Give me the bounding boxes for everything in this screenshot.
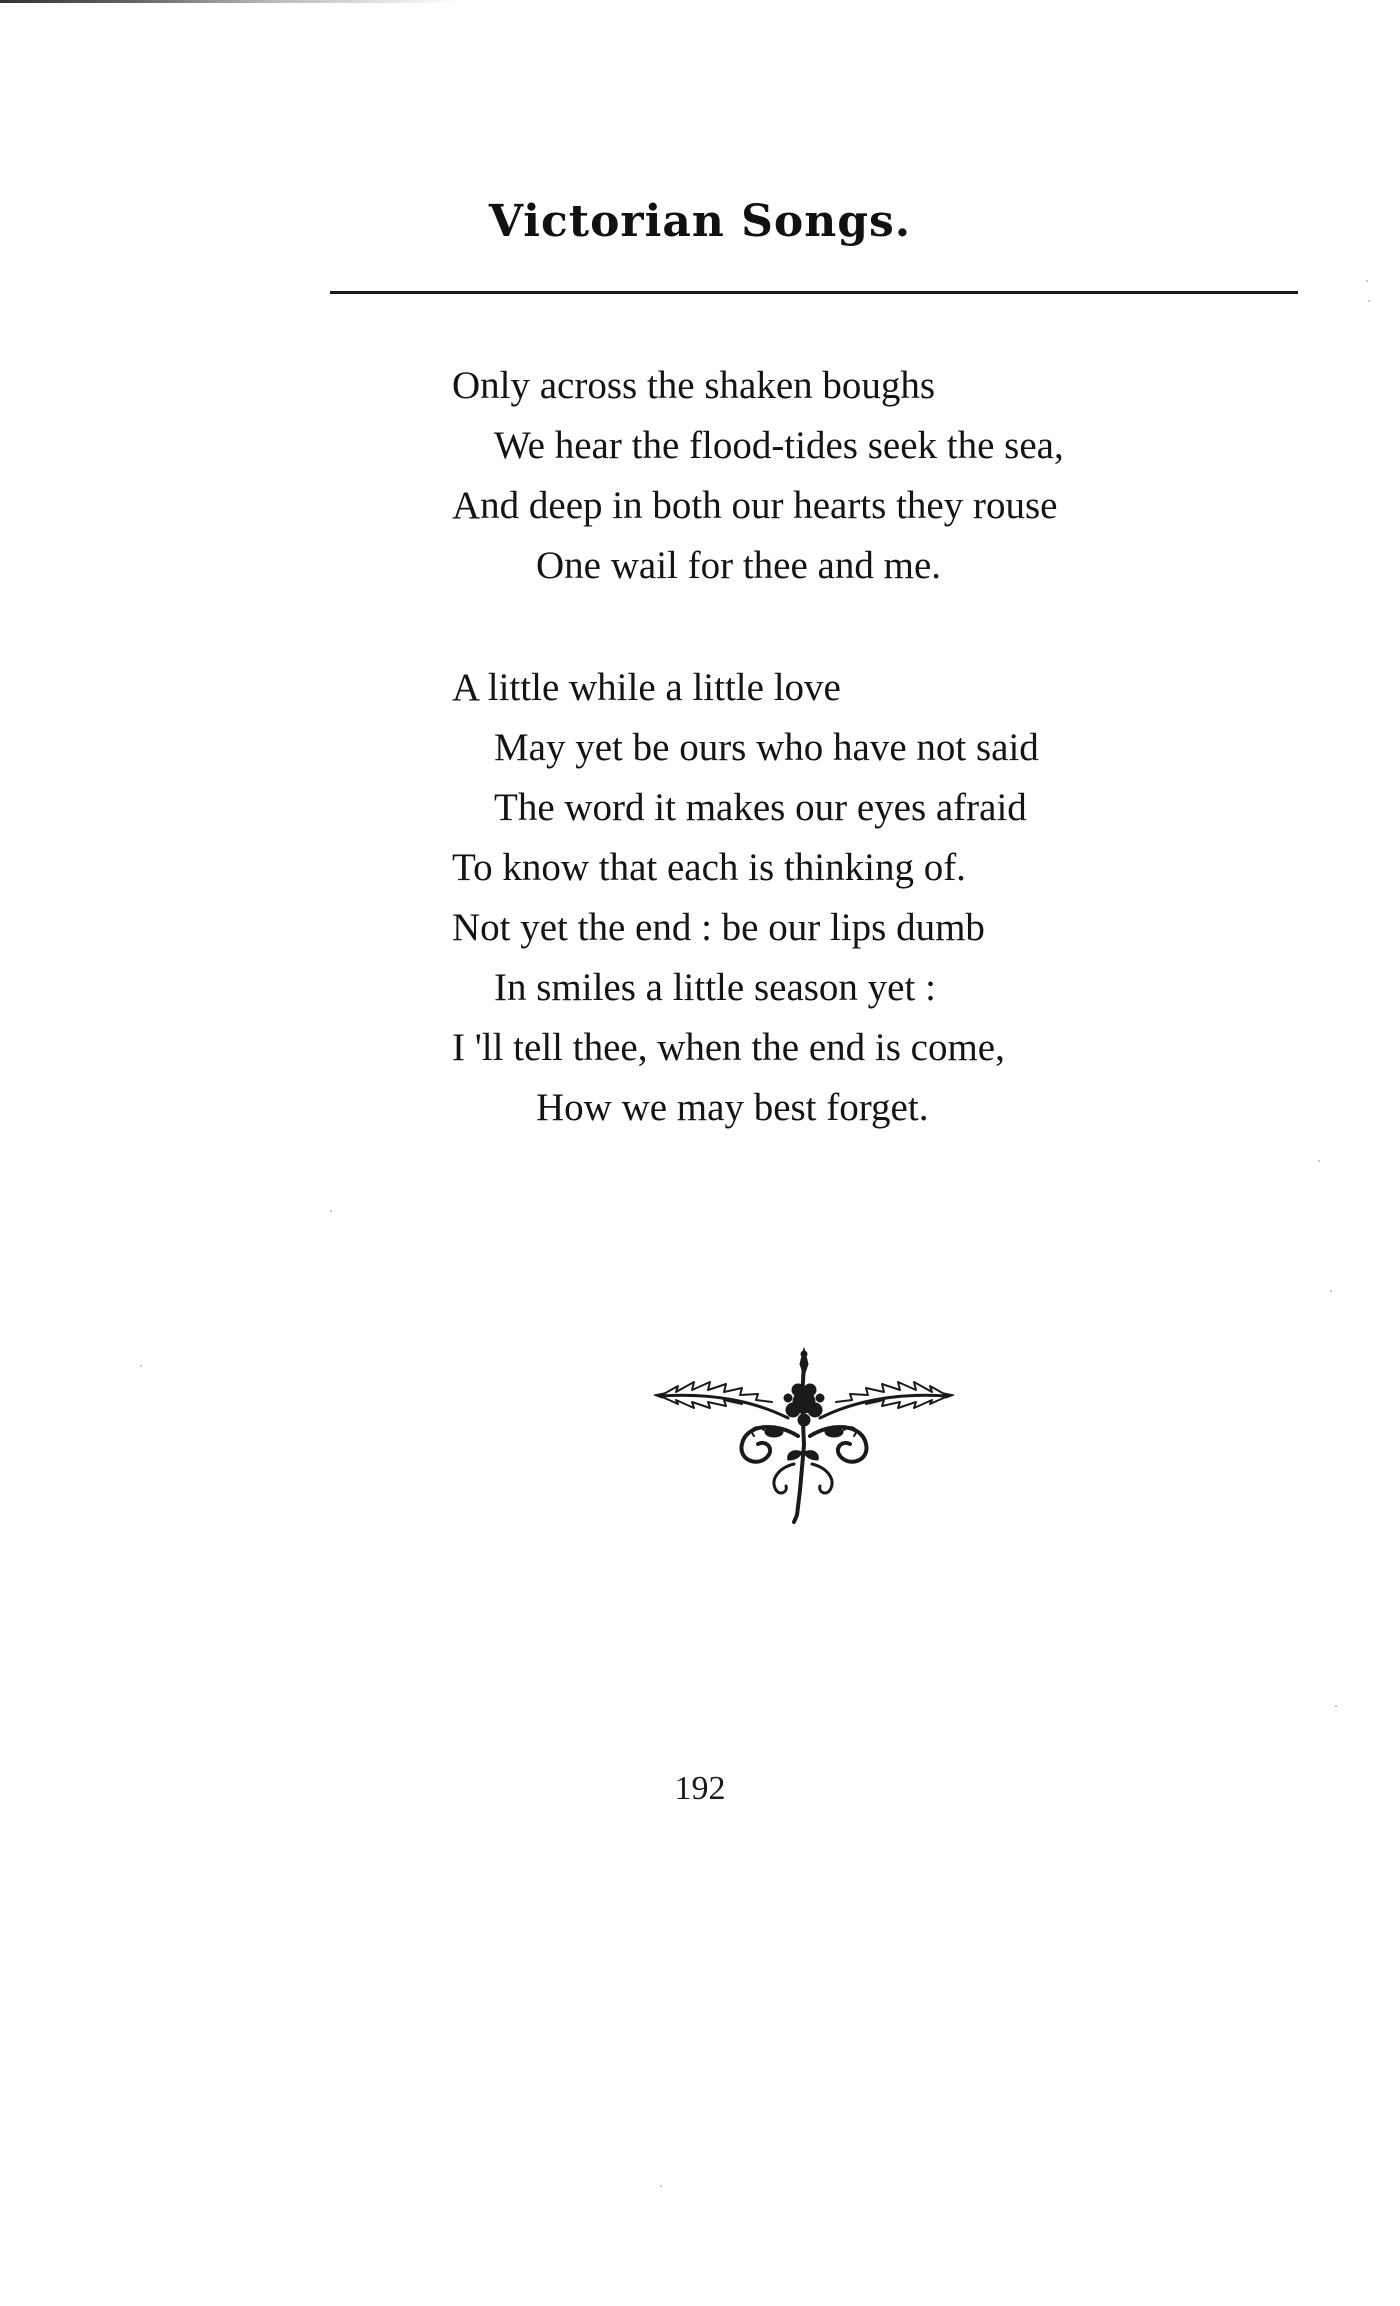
stanza-2 [452, 658, 1252, 1138]
poem-line: To know that each is thinking of. [452, 846, 966, 889]
scan-speck [1318, 1160, 1320, 1162]
poem-line: A little while a little love [452, 666, 841, 709]
scan-speck [1330, 1290, 1332, 1292]
poem-line: And deep in both our hearts they rouse [452, 484, 1058, 527]
poem-line: One wail for thee and me. [536, 544, 942, 587]
poem-line: Not yet the end : be our lips dumb [452, 906, 985, 949]
scan-speck [330, 1210, 332, 1212]
scan-speck [660, 2185, 662, 2187]
poem-line: May yet be ours who have not said [494, 726, 1039, 769]
scan-speck [1335, 1705, 1337, 1707]
scan-speck [140, 1365, 142, 1367]
scan-speck [1366, 280, 1368, 282]
poem-line: We hear the flood-tides seek the sea, [494, 424, 1064, 467]
running-head: Victorian Songs. [488, 196, 912, 247]
poem-line: In smiles a little season yet : [494, 966, 936, 1009]
scan-edge [0, 0, 460, 3]
poem-line: I 'll tell thee, when the end is come, [452, 1026, 1005, 1069]
floral-tailpiece-icon [648, 1340, 960, 1540]
header-rule [330, 291, 1298, 294]
stanza-1 [452, 356, 1252, 596]
poem-line: How we may best forget. [536, 1086, 929, 1129]
poem-line: The word it makes our eyes afraid [494, 786, 1027, 829]
scan-speck [1368, 300, 1370, 302]
page-number: 192 [674, 1770, 726, 1807]
poem [452, 356, 1252, 1200]
poem-line: Only across the shaken boughs [452, 364, 936, 407]
